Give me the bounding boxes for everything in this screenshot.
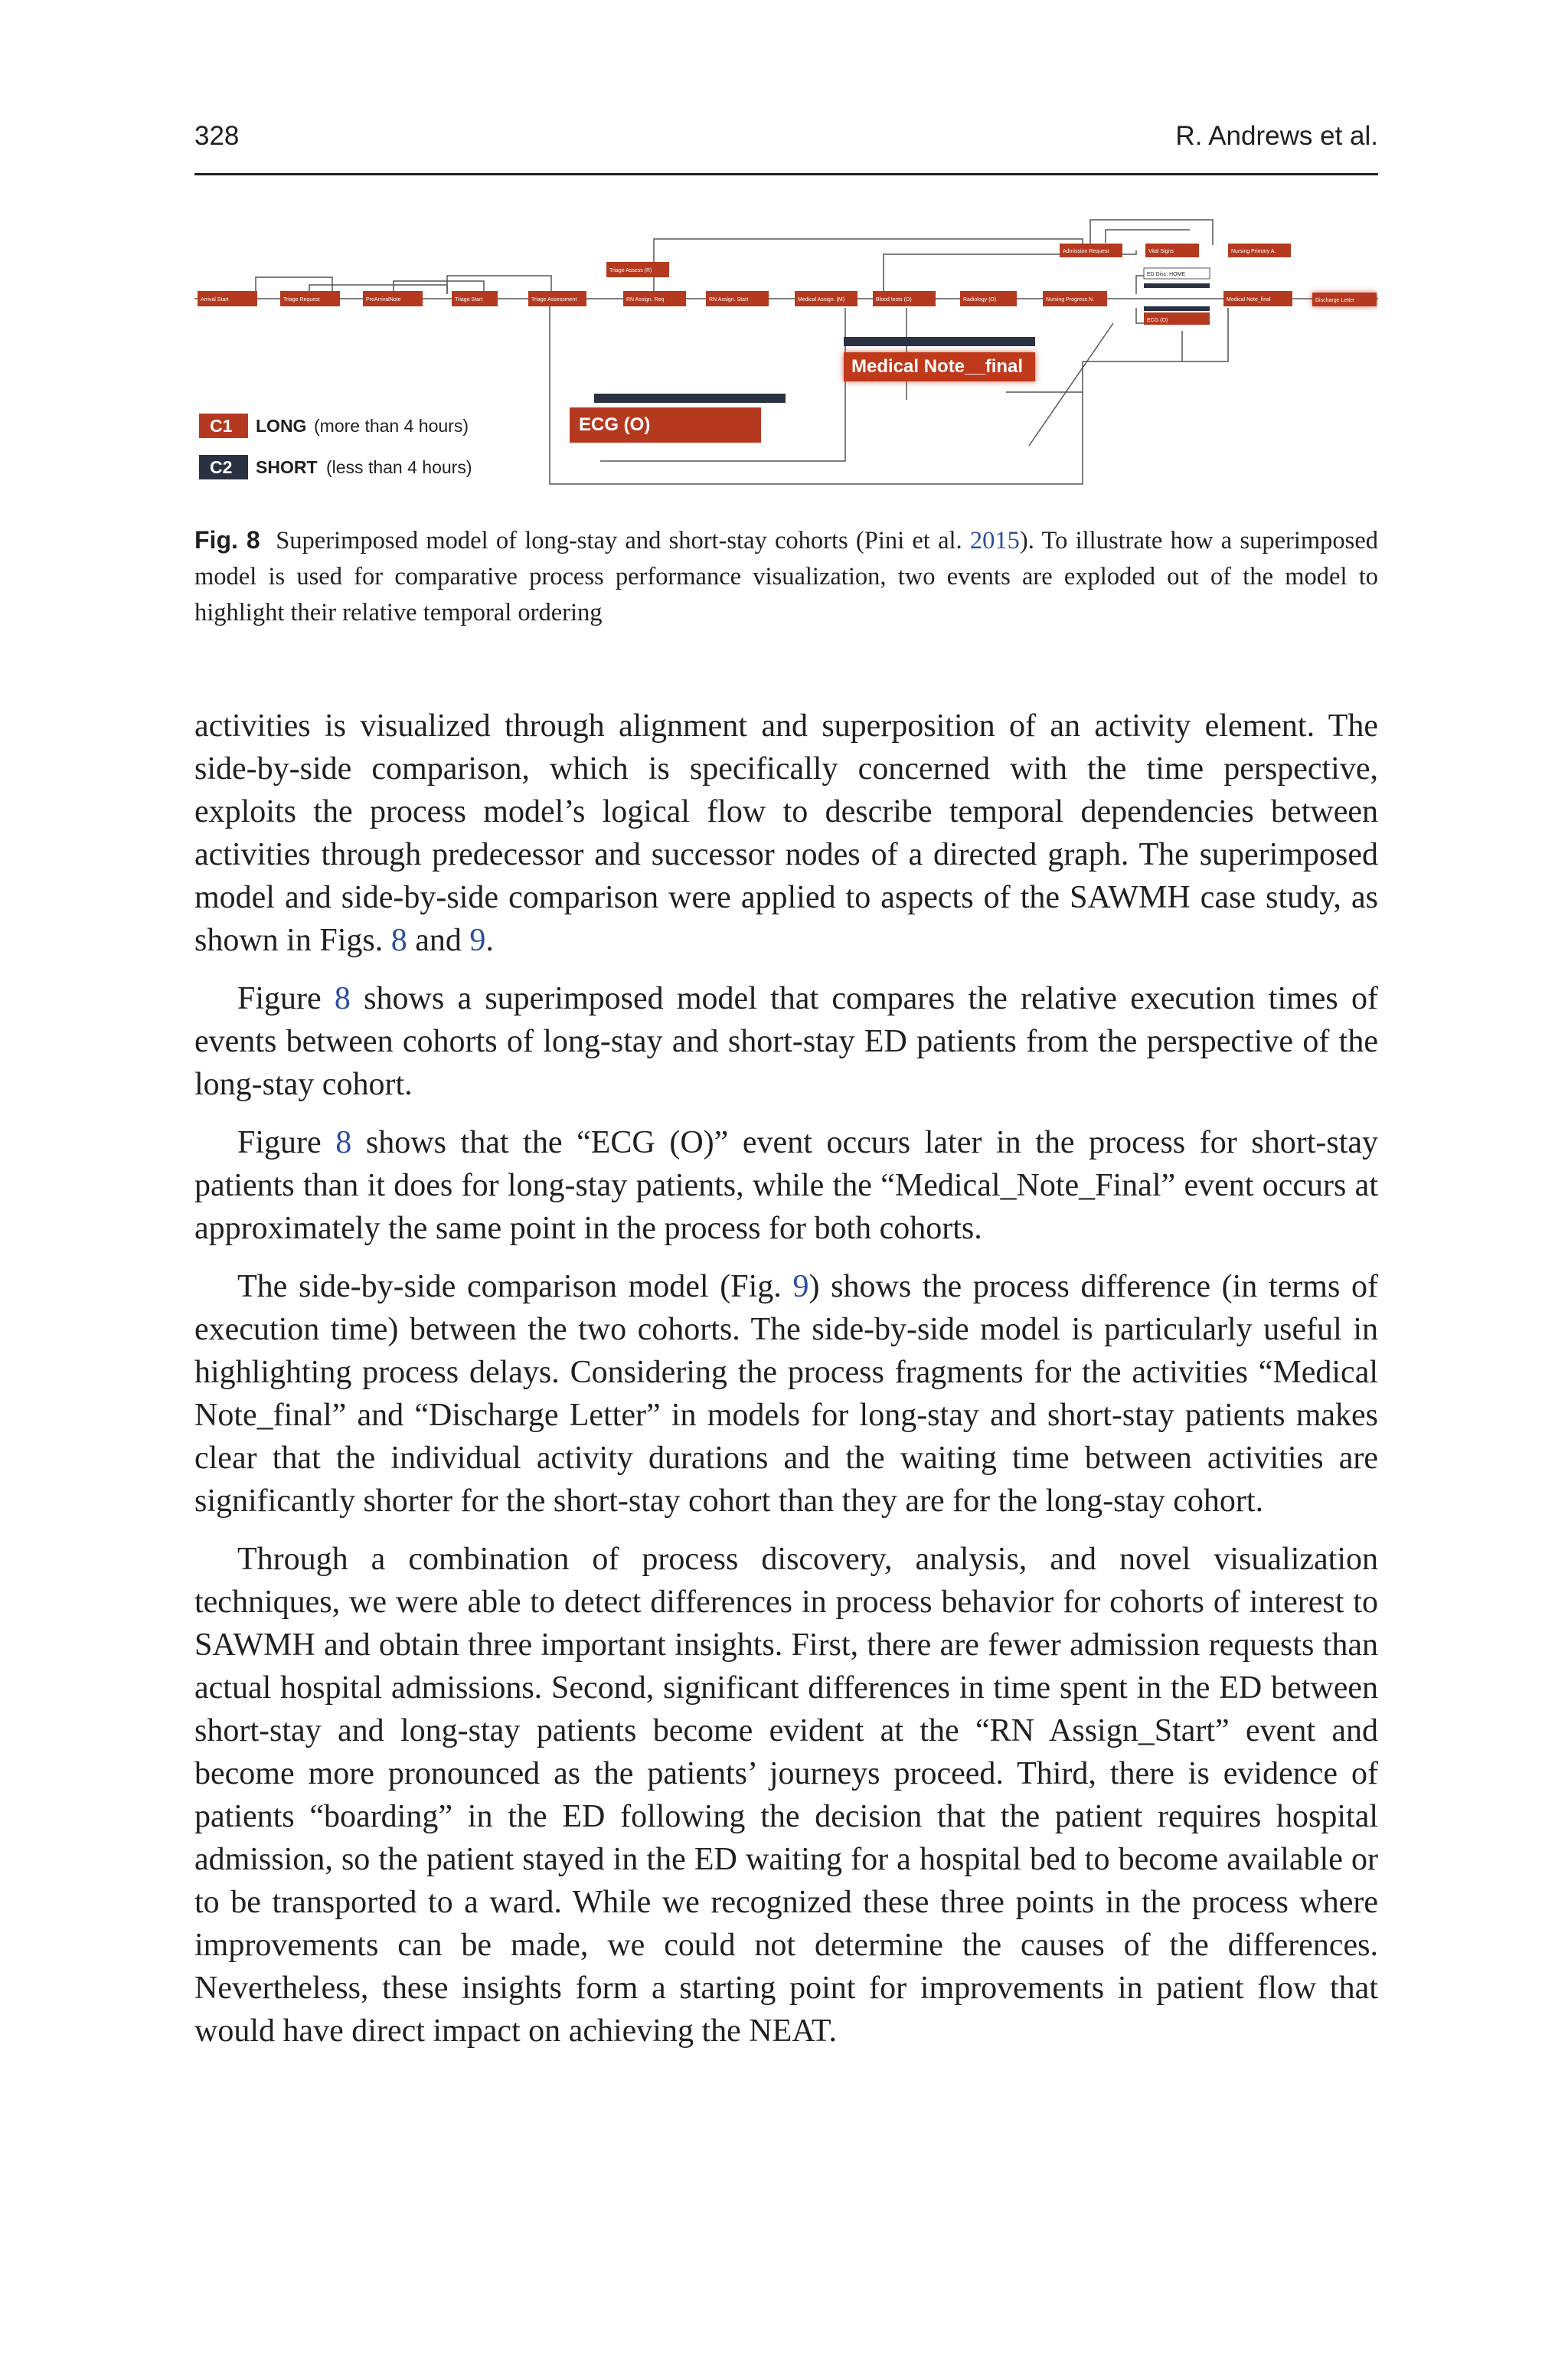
header-rule: [194, 173, 1378, 175]
fig-ref-9[interactable]: 9: [469, 923, 486, 958]
figure-caption: [194, 522, 1378, 631]
paragraph-2: [194, 977, 1378, 1106]
citation-link[interactable]: 2015: [969, 527, 1020, 554]
exploded-ecg-label: ECG (O): [579, 414, 651, 435]
p1-text-b: and: [407, 923, 470, 958]
legend: [199, 414, 472, 479]
p3-text-b: shows that the “ECG (O)” event occurs later in the process for short-stay patients than it does for long-stay patients, while the “Medical_Note_Final” event occurs at approximately the same point in the process for both cohorts.: [194, 1125, 1379, 1246]
node-ecg-o-small: ECG (O): [1147, 318, 1168, 323]
node-ed-disc-home: ED Disc. HOME: [1147, 272, 1186, 277]
paragraph-5: Through a combination of process discovery, analysis, and novel visualization techniques, we were able to detect differences in process behavior for cohorts of interest to SAWMH and obtain three important insights. First, there are fewer admission requests than actual hospital admissions. Second, significant differences in time spent in the ED between short-stay and long-stay patients become evident at the “RN Assign_Start” event and become more pronounced as the patients’ journeys proceed. Third, there is evidence of patients “boarding” in the ED following the decision that the patient requires hospital admission, so the patient stayed in the ED waiting for a hospital bed to become available or to be transported to a ward. While we recognized these three points in the process where improvements can be made, we could not determine the causes of the differences. Nevertheless, these insights form a starting point for improvements in patient flow that would have direct impact on achieving the NEAT.: [194, 1542, 1378, 2049]
p2-text-b: shows a superimposed model that compares the relative execution times of events between cohorts of long-stay and short-stay ED patients from the perspective of the long-stay cohort.: [194, 981, 1378, 1102]
legend-c2-badge: C2: [210, 457, 233, 477]
fig-ref-8[interactable]: 8: [335, 1125, 352, 1160]
p2-text-a: Figure: [237, 981, 335, 1016]
node-nursing-primary: Nursing Primary A.: [1231, 249, 1276, 254]
node-radiology: Radiology (O): [963, 297, 997, 303]
legend-c1-badge: C1: [210, 416, 233, 436]
process-nodes: [198, 244, 1377, 325]
node-medical-assign: Medical Assign. (M): [798, 297, 845, 303]
legend-c2-text: (less than 4 hours): [326, 457, 472, 477]
node-triage-assess-r: Triage Assess (R): [609, 268, 652, 273]
paragraph-3: [194, 1121, 1378, 1250]
superimposed-model-diagram: [194, 208, 1378, 499]
legend-c1-text: (more than 4 hours): [314, 416, 469, 436]
p1-text-a: activities is visualized through alignment and superposition of an activity element. The side-by-side comparison, which is specifically concerned with the time perspective, exploits the process model’s logical flow to describe temporal dependencies between activities through predecessor and successor nodes of a directed graph. The superimposed model and side-by-side comparison were applied to aspects of the SAWMH case study, as shown in Figs.: [194, 708, 1378, 958]
figure-label: Fig. 8: [194, 526, 260, 554]
legend-c1-bold: LONG: [256, 416, 307, 436]
ecg-short-bar: [594, 394, 786, 403]
node-triage-start: Triage Start: [455, 297, 483, 303]
figure-8: [194, 208, 1378, 499]
node-vital-signs: Vital Signs: [1148, 249, 1174, 254]
p3-text-a: Figure: [237, 1125, 336, 1160]
node-admission-request: Admission Request: [1063, 249, 1109, 254]
node-rn-assign-start: RN Assign. Start: [709, 297, 749, 303]
node-arrival-start: Arrival Start: [201, 297, 229, 303]
body-text: [194, 705, 1378, 2068]
running-header: [194, 121, 1378, 167]
paragraph-4: [194, 1265, 1378, 1523]
p1-text-c: .: [485, 923, 494, 958]
fig-ref-8[interactable]: 8: [390, 923, 407, 958]
fig-ref-9[interactable]: 9: [792, 1269, 809, 1304]
node-blood-tests: Blood tests (O): [876, 297, 912, 303]
node-prearrival-note: PreArrivalNote: [366, 297, 401, 303]
paragraph-1: [194, 705, 1378, 962]
p4-text-b: ) shows the process difference (in terms of execution time) between the two cohorts. The side-by-side model is particularly useful in highlighting process delays. Considering the process fragments for the activities “Medical Note_final” and “Discharge Letter” in models for long-stay and short-stay patients makes clear that the individual activity durations and the waiting time between activities are significantly shorter for the short-stay cohort than they are for the long-stay cohort.: [194, 1269, 1378, 1519]
p4-text-a: The side-by-side comparison model (Fig.: [237, 1269, 793, 1304]
connector-edges: [194, 220, 1378, 484]
legend-c2-bold: SHORT: [256, 457, 318, 477]
node-discharge-letter: Discharge Letter: [1315, 298, 1355, 303]
medical-note-short-bar: [844, 337, 1035, 346]
caption-text-2: ). To illustrate how a superimposed model is used for comparative process performance visualization, two events are exploded out of the model to highlight their relative temporal ordering: [194, 527, 1379, 626]
node-rn-assign-req: RN Assign. Req: [626, 297, 665, 303]
running-authors: R. Andrews et al.: [1175, 121, 1378, 151]
fig-ref-8[interactable]: 8: [334, 981, 351, 1016]
caption-text-1: Superimposed model of long-stay and short-stay cohorts (Pini et al.: [276, 527, 970, 554]
node-triage-assessment: Triage Assessment: [531, 297, 577, 303]
page-number: 328: [194, 121, 240, 151]
node-triage-request: Triage Request: [283, 297, 320, 303]
node-medical-note-small: Medical Note_final: [1227, 297, 1271, 303]
exploded-medical-note-label: Medical Note__final: [851, 356, 1024, 377]
node-nursing-progress: Nursing Progress N.: [1046, 297, 1095, 303]
